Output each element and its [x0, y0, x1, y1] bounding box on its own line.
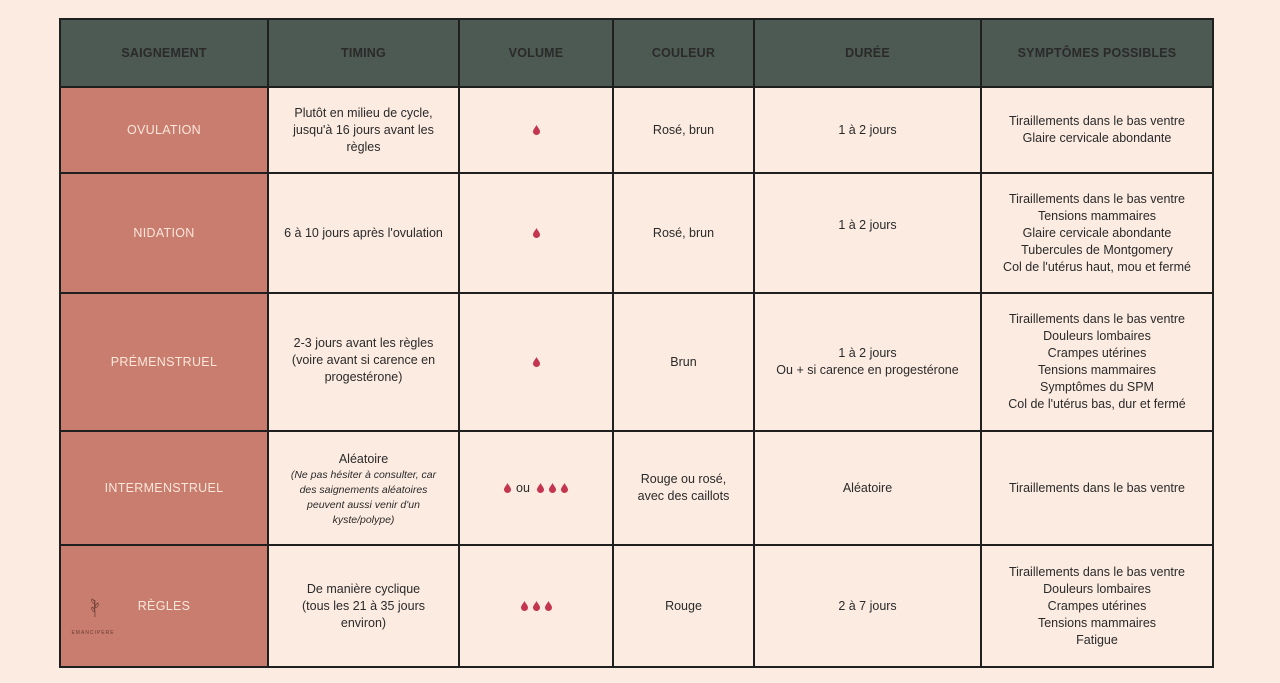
blood-drop-icon: [537, 483, 544, 493]
timing-line: Aléatoire: [338, 451, 389, 466]
duree-text: 1 à 2 jours: [838, 346, 897, 360]
timing-cell: [268, 545, 459, 667]
symptom-item: Glaire cervicale abondante: [1022, 225, 1172, 240]
symptom-item: Tiraillements dans le bas ventre: [1008, 312, 1185, 326]
duree-cell: [754, 173, 981, 293]
bleeding-table: [59, 18, 1214, 668]
symptom-item: Tiraillements dans le bas ventre: [1008, 480, 1185, 495]
symptom-item: Symptômes du SPM: [1040, 380, 1154, 394]
row-label: OVULATION: [126, 122, 201, 137]
symptomes-cell: [981, 293, 1213, 431]
couleur-text: Brun: [670, 354, 697, 369]
volume-cell: [459, 431, 613, 545]
header-volume: VOLUME: [459, 19, 613, 87]
symptomes-cell: [981, 431, 1213, 545]
duree-text: 2 à 7 jours: [838, 598, 897, 613]
header-symptomes: SYMPTÔMES POSSIBLES: [981, 19, 1213, 87]
duree-cell: [754, 545, 981, 667]
timing-note: kyste/polype): [332, 513, 395, 526]
symptom-item: Tiraillements dans le bas ventre: [1008, 191, 1185, 206]
blood-drop-icon: [561, 483, 568, 493]
blood-drop-icon: [533, 357, 540, 367]
table-row: [60, 87, 1213, 173]
row-label-cell: [60, 87, 268, 173]
blood-drop-icon: [549, 483, 556, 493]
duree-text: Aléatoire: [842, 480, 893, 495]
duree-cell: [754, 431, 981, 545]
timing-line: 6 à 10 jours après l'ovulation: [284, 225, 443, 240]
timing-cell: [268, 431, 459, 545]
row-label: PRÉMENSTRUEL: [110, 354, 218, 369]
symptom-item: Col de l'utérus haut, mou et fermé: [1003, 259, 1191, 274]
symptom-item: Tensions mammaires: [1037, 363, 1157, 377]
row-label-cell: [60, 293, 268, 431]
symptom-item: Glaire cervicale abondante: [1022, 131, 1172, 145]
symptom-item: Douleurs lombaires: [1043, 581, 1151, 596]
symptom-item: Tiraillements dans le bas ventre: [1008, 114, 1185, 128]
leaf-sprig-icon: [75, 598, 115, 623]
couleur-cell: [613, 87, 754, 173]
row-label: RÈGLES: [137, 598, 191, 613]
timing-line: progestérone): [324, 369, 403, 384]
blood-drop-icon: [533, 228, 540, 238]
timing-line: De manière cyclique: [306, 581, 421, 596]
timing-cell: [268, 173, 459, 293]
symptomes-cell: [981, 173, 1213, 293]
duree-text: 1 à 2 jours: [838, 217, 897, 232]
volume-or-text: ou: [516, 480, 530, 495]
couleur-text: Rouge ou rosé,: [640, 472, 727, 486]
blood-drop-icon: [504, 483, 511, 493]
header-duree: DURÉE: [754, 19, 981, 87]
volume-cell: [459, 545, 613, 667]
timing-note: des saignements aléatoires: [299, 483, 428, 496]
symptom-item: Tensions mammaires: [1037, 615, 1157, 630]
couleur-text: avec des caillots: [637, 489, 730, 503]
header-timing: TIMING: [268, 19, 459, 87]
timing-line: environ): [340, 615, 387, 630]
row-label: INTERMENSTRUEL: [104, 480, 224, 495]
symptom-item: Col de l'utérus bas, dur et fermé: [1008, 397, 1186, 411]
timing-line: (tous les 21 à 35 jours: [302, 598, 425, 613]
duree-text: 1 à 2 jours: [838, 122, 897, 137]
blood-drop-icon: [545, 601, 552, 611]
timing-cell: [268, 87, 459, 173]
couleur-text: Rouge: [665, 598, 702, 613]
timing-line: 2-3 jours avant les règles: [293, 335, 434, 350]
volume-cell: [459, 87, 613, 173]
timing-line: jusqu'à 16 jours avant les: [293, 122, 434, 137]
table-row: [60, 431, 1213, 545]
table-row: [60, 545, 1213, 667]
couleur-cell: [613, 293, 754, 431]
header-row: [60, 19, 1213, 87]
duree-text: Ou + si carence en progestérone: [776, 363, 959, 377]
table-row: [60, 173, 1213, 293]
symptom-item: Tiraillements dans le bas ventre: [1008, 564, 1185, 579]
symptom-item: Tensions mammaires: [1037, 208, 1157, 223]
table-row: [60, 293, 1213, 431]
duree-cell: [754, 293, 981, 431]
row-label-cell: [60, 173, 268, 293]
symptomes-cell: [981, 87, 1213, 173]
timing-note: (Ne pas hésiter à consulter, car: [290, 468, 437, 481]
header-saignement: SAIGNEMENT: [60, 19, 268, 87]
symptom-item: Douleurs lombaires: [1043, 329, 1151, 343]
couleur-text: Rosé, brun: [652, 122, 715, 137]
row-label-cell: [60, 545, 268, 667]
symptom-item: Tubercules de Montgomery: [1021, 242, 1173, 257]
timing-line: (voire avant si carence en: [291, 352, 436, 367]
duree-cell: [754, 87, 981, 173]
brand-logo-text: EMANCIPERE: [71, 630, 115, 636]
symptom-item: Crampes utérines: [1047, 346, 1147, 360]
symptom-item: Crampes utérines: [1047, 598, 1147, 613]
timing-cell: [268, 293, 459, 431]
volume-cell: [459, 293, 613, 431]
couleur-cell: [613, 545, 754, 667]
row-label: NIDATION: [133, 225, 195, 240]
blood-drop-icon: [533, 601, 540, 611]
blood-drop-icon: [533, 125, 540, 135]
timing-line: règles: [346, 139, 381, 154]
header-couleur: COULEUR: [613, 19, 754, 87]
symptomes-cell: [981, 545, 1213, 667]
timing-note: peuvent aussi venir d'un: [307, 498, 420, 511]
symptom-item: Fatigue: [1076, 632, 1118, 647]
brand-logo: [71, 598, 115, 642]
couleur-cell: [613, 173, 754, 293]
volume-cell: [459, 173, 613, 293]
couleur-cell: [613, 431, 754, 545]
couleur-text: Rosé, brun: [652, 225, 715, 240]
blood-drop-icon: [521, 601, 528, 611]
row-label-cell: [60, 431, 268, 545]
timing-line: Plutôt en milieu de cycle,: [294, 105, 433, 120]
